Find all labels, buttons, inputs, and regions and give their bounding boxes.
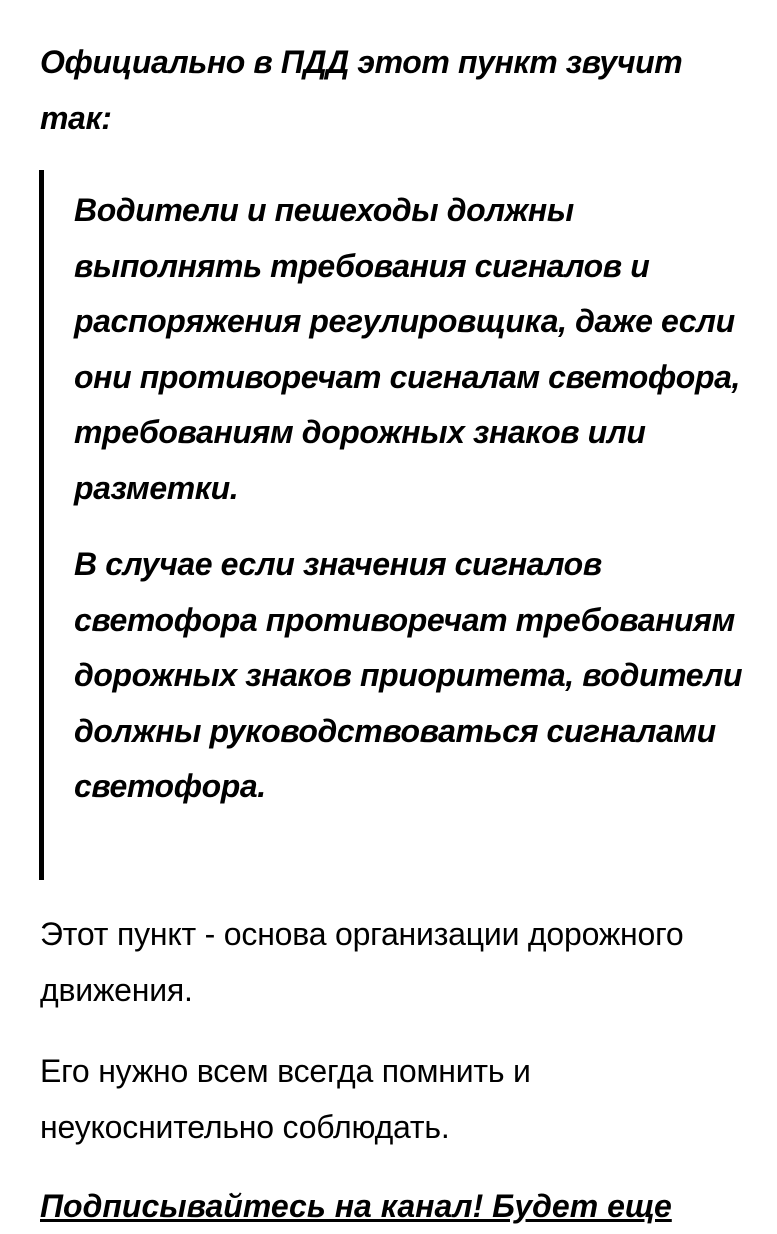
blockquote-paragraph-1: Водители и пешеходы должны выполнять требования сигналов и распоряжения регулировщика, даже если они противоречат сигналам светофора, требованиям дорожных знаков или разметки. [74,192,740,506]
blockquote-paragraph-2: В случае если значения сигналов светофора противоречат требованиям дорожных знаков приоритета, водители должны руководствоваться сигналами светофора. [74,546,743,804]
intro-heading: Официально в ПДД этот пункт звучит так: [40,44,683,136]
body-paragraph-1: Этот пункт - основа организации дорожного движения. [40,916,684,1008]
blockquote-bar [39,170,44,880]
body-paragraph-2: Его нужно всем всегда помнить и неукоснительно соблюдать. [40,1053,531,1145]
subscribe-link[interactable]: Подписывайтесь на канал! Будет еще [40,1188,672,1224]
